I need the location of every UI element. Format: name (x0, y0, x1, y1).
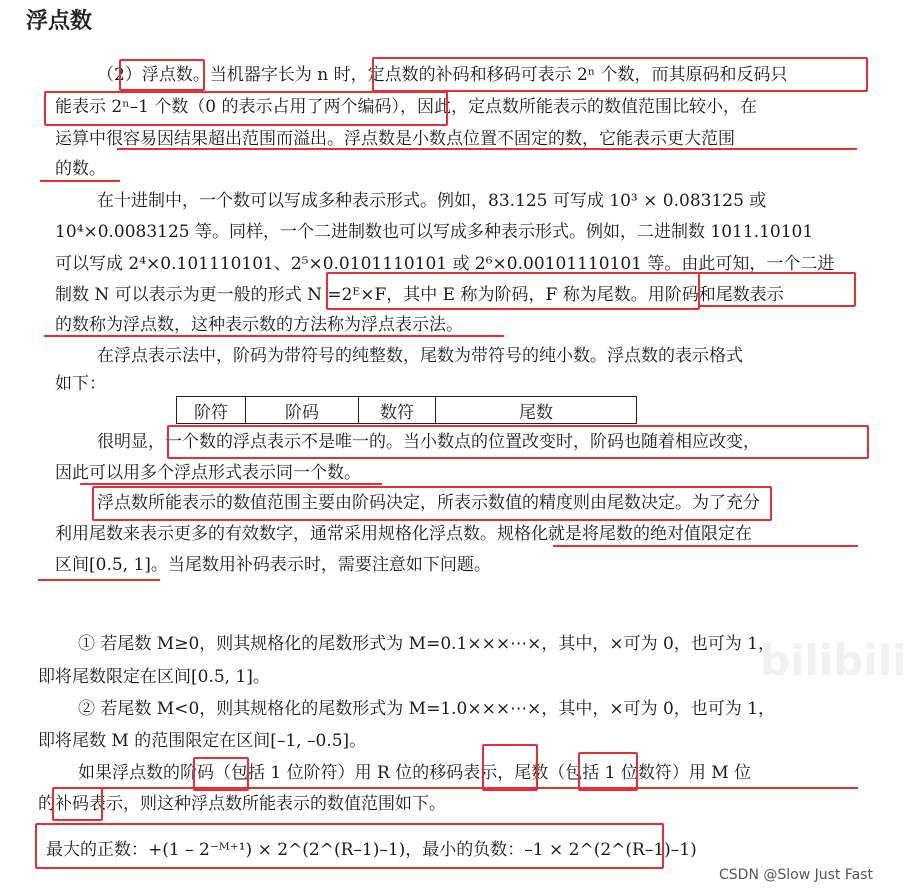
page-title: 浮点数 (26, 9, 93, 34)
annotation-underline-overflow (117, 148, 857, 150)
annotation-underline-interval (38, 579, 160, 581)
annotation-box-mantissa (578, 752, 638, 791)
p7-line-2: 即将尾数 M 的范围限定在区间[–1, –0.5]。 (38, 731, 367, 751)
annotation-underline-representation (96, 787, 858, 789)
p6-line-1: ① 若尾数 M≥0，则其规格化的尾数形式为 M=0.1×××⋯×，其中，×可为 0，也可为 1， (78, 634, 776, 654)
p4-line-1: 很明显，一个数的浮点表示不是唯一的。当小数点的位置改变时，阶码也随着相应改变， (97, 432, 760, 452)
format-cell-exp-sign: 阶符 (177, 397, 246, 424)
annotation-underline-multiple-forms (80, 483, 382, 485)
annotation-underline-normalization (553, 545, 858, 547)
p3-line-2: 如下： (55, 374, 106, 394)
annotation-box-floating (119, 59, 205, 91)
annotation-box-shift-code (482, 744, 538, 791)
p2-line-5: 的数称为浮点数，这种表示数的方法称为浮点表示法。 (55, 315, 463, 335)
p1-line-3: 运算中很容易因结果超出范围而溢出。浮点数是小数点位置不固定的数，它能表示更大范围 (55, 129, 735, 149)
p2-line-3: 可以写成 2⁴×0.101110101、2⁵×0.0101110101 或 2⁶×0.00101110101 等。由此可知，一个二进 (55, 254, 835, 274)
p4-line-2: 因此可以用多个浮点形式表示同一个数。 (55, 463, 361, 483)
p6-line-2: 即将尾数限定在区间[0.5, 1]。 (38, 667, 270, 687)
annotation-box-complement-shift (372, 57, 868, 92)
csdn-watermark: CSDN @Slow Just Fast (719, 867, 873, 883)
p3-line-1: 在浮点表示法中，阶码为带符号的纯整数，尾数为带符号的纯小数。浮点数的表示格式 (97, 346, 743, 366)
p2-line-4: 制数 N 可以表示为更一般的形式 N =2ᴱ×F，其中 E 称为阶码，F 称为尾数。用阶码和尾数表示 (55, 285, 784, 305)
annotation-underline-larger-range (40, 180, 120, 182)
bilibili-watermark-logo: bilibili (760, 636, 907, 685)
format-cell-exponent: 阶码 (246, 397, 359, 424)
annotation-box-sign-ones (44, 91, 448, 126)
annotation-box-range-formula (35, 823, 664, 869)
annotation-box-not-unique (167, 425, 869, 459)
p8-line-1: 如果浮点数的阶码（包括 1 位阶符）用 R 位的移码表示，尾数（包括 1 位数符）用 M 位 (78, 763, 752, 783)
format-cell-mantissa-sign: 数符 (359, 397, 436, 424)
annotation-box-range-precision (92, 486, 772, 521)
format-cell-mantissa: 尾数 (436, 397, 637, 424)
float-format-table (176, 396, 637, 424)
p5-line-2: 利用尾数来表示更多的有效数字，通常采用规格化浮点数。规格化就是将尾数的绝对值限定在 (55, 524, 752, 544)
p2-line-1: 在十进制中，一个数可以写成多种表示形式。例如，83.125 可写成 10³ × 0.083125 或 (97, 191, 767, 211)
p1-line-4: 的数。 (55, 159, 106, 179)
annotation-box-exponent (193, 757, 249, 791)
p8-line-2: 的补码表示，则这种浮点数所能表示的数值范围如下。 (38, 794, 446, 814)
range-formula: 最大的正数：+(1 – 2⁻ᴹ⁺¹) × 2^(2^(R–1)–1)，最小的负数：–1 × 2^(2^(R–1)–1) (46, 840, 697, 860)
annotation-underline-float-definition (44, 335, 504, 337)
p7-line-1: ② 若尾数 M<0，则其规格化的尾数形式为 M=1.0×××⋯×，其中，×可为 0，也可为 1， (78, 699, 776, 719)
annotation-box-general-form (326, 272, 700, 310)
annotation-box-exp-mantissa (698, 272, 856, 307)
p5-line-1: 浮点数所能表示的数值范围主要由阶码决定，所表示数值的精度则由尾数决定。为了充分 (97, 493, 760, 513)
p5-line-3: 区间[0.5, 1]。当尾数用补码表示时，需要注意如下问题。 (55, 555, 491, 575)
annotation-box-complement (52, 787, 103, 821)
p1-line-2: 能表示 2ⁿ–1 个数（0 的表示占用了两个编码），因此，定点数所能表示的数值范围比较小，在 (55, 97, 758, 117)
p1-line-1: （2）浮点数。当机器字长为 n 时，定点数的补码和移码可表示 2ⁿ 个数，而其原码和反码只 (97, 65, 788, 85)
p2-line-2: 10⁴×0.0083125 等。同样，一个二进制数也可以写成多种表示形式。例如，二进制数 1011.10101 (55, 222, 814, 242)
